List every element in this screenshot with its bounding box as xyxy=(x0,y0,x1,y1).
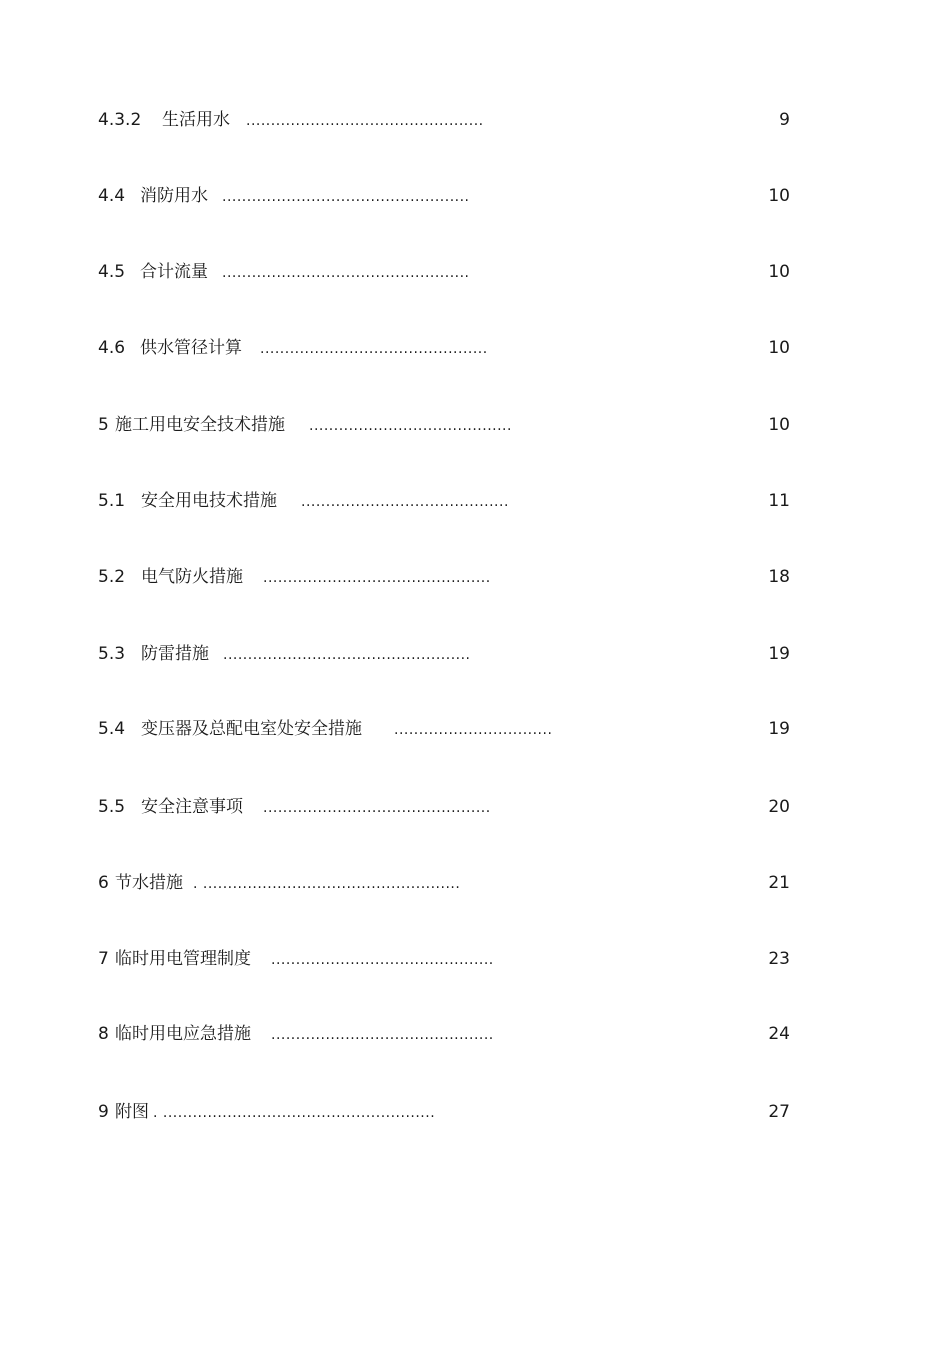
toc-entry-number: 4.3.2 xyxy=(98,110,142,130)
toc-entry-7[interactable] xyxy=(98,947,790,971)
toc-entry-page: 23 xyxy=(768,949,790,969)
toc-entry-page: 19 xyxy=(768,719,790,739)
toc-entry-number: 8 xyxy=(98,1024,109,1044)
toc-entry-leader: ............................................. xyxy=(271,1027,494,1043)
toc-entry-leader: . ....................................................... xyxy=(153,1105,436,1121)
toc-entry-leader: ................................................ xyxy=(246,113,484,129)
toc-entry-title: 防雷措施 xyxy=(141,644,209,664)
toc-entry-number: 4.6 xyxy=(98,338,126,358)
toc-entry-leader: .............................................. xyxy=(263,570,491,586)
toc-entry-page: 24 xyxy=(768,1024,790,1044)
toc-entry-4-5[interactable] xyxy=(98,260,790,284)
toc-entry-page: 9 xyxy=(779,110,790,130)
toc-entry-4-6[interactable] xyxy=(98,336,790,360)
toc-entry-title: 供水管径计算 xyxy=(140,338,242,358)
toc-entry-page: 10 xyxy=(768,262,790,282)
toc-entry-leader: . .................................................... xyxy=(193,876,461,892)
toc-entry-title: 施工用电安全技术措施 xyxy=(115,415,285,435)
toc-entry-number: 4.4 xyxy=(98,186,126,206)
toc-entry-leader: .............................................. xyxy=(263,800,491,816)
toc-entry-6[interactable] xyxy=(98,871,790,895)
toc-entry-leader: .......................................... xyxy=(301,494,509,510)
toc-entry-page: 27 xyxy=(768,1102,790,1122)
toc-entry-4-4[interactable] xyxy=(98,184,790,208)
toc-entry-title: 安全用电技术措施 xyxy=(141,491,277,511)
toc-entry-leader: ......................................... xyxy=(309,418,512,434)
toc-entry-number: 5.4 xyxy=(98,719,126,739)
toc-entry-number: 5 xyxy=(98,415,109,435)
toc-entry-5-5[interactable] xyxy=(98,795,790,819)
toc-entry-8[interactable] xyxy=(98,1022,790,1046)
toc-entry-page: 10 xyxy=(768,186,790,206)
toc-entry-leader: .................................................. xyxy=(223,647,471,663)
toc-entry-page: 20 xyxy=(768,797,790,817)
toc-entry-leader: ................................ xyxy=(394,722,553,738)
toc-entry-number: 5.3 xyxy=(98,644,126,664)
toc-entry-number: 9 xyxy=(98,1102,109,1122)
toc-entry-title: 变压器及总配电室处安全措施 xyxy=(141,719,362,739)
toc-entry-title: 合计流量 xyxy=(140,262,208,282)
toc-entry-leader: .................................................. xyxy=(222,189,470,205)
toc-entry-title: 临时用电应急措施 xyxy=(115,1024,251,1044)
toc-entry-leader: .............................................. xyxy=(260,341,488,357)
toc-entry-5-2[interactable] xyxy=(98,565,790,589)
toc-entry-number: 6 xyxy=(98,873,109,893)
toc-entry-4-3-2[interactable] xyxy=(98,108,790,132)
toc-entry-title: 附图 xyxy=(115,1102,149,1122)
toc-entry-page: 18 xyxy=(768,567,790,587)
toc-entry-leader: ............................................. xyxy=(271,952,494,968)
toc-entry-number: 5.1 xyxy=(98,491,126,511)
toc-entry-number: 5.5 xyxy=(98,797,126,817)
toc-entry-title: 节水措施 xyxy=(115,873,183,893)
toc-entry-5-3[interactable] xyxy=(98,642,790,666)
toc-entry-number: 7 xyxy=(98,949,109,969)
toc-entry-number: 5.2 xyxy=(98,567,126,587)
toc-entry-page: 10 xyxy=(768,415,790,435)
toc-entry-title: 电气防火措施 xyxy=(141,567,243,587)
toc-entry-page: 21 xyxy=(768,873,790,893)
toc-entry-title: 安全注意事项 xyxy=(141,797,243,817)
toc-entry-title: 临时用电管理制度 xyxy=(115,949,251,969)
toc-entry-9[interactable] xyxy=(98,1100,790,1124)
toc-entry-page: 11 xyxy=(768,491,790,511)
toc-entry-title: 生活用水 xyxy=(162,110,230,130)
toc-entry-number: 4.5 xyxy=(98,262,126,282)
toc-entry-title: 消防用水 xyxy=(140,186,208,206)
toc-entry-leader: .................................................. xyxy=(222,265,470,281)
toc-entry-5[interactable] xyxy=(98,413,790,437)
toc-entry-page: 10 xyxy=(768,338,790,358)
toc-entry-5-1[interactable] xyxy=(98,489,790,513)
toc-entry-5-4[interactable] xyxy=(98,717,790,741)
toc-entry-page: 19 xyxy=(768,644,790,664)
